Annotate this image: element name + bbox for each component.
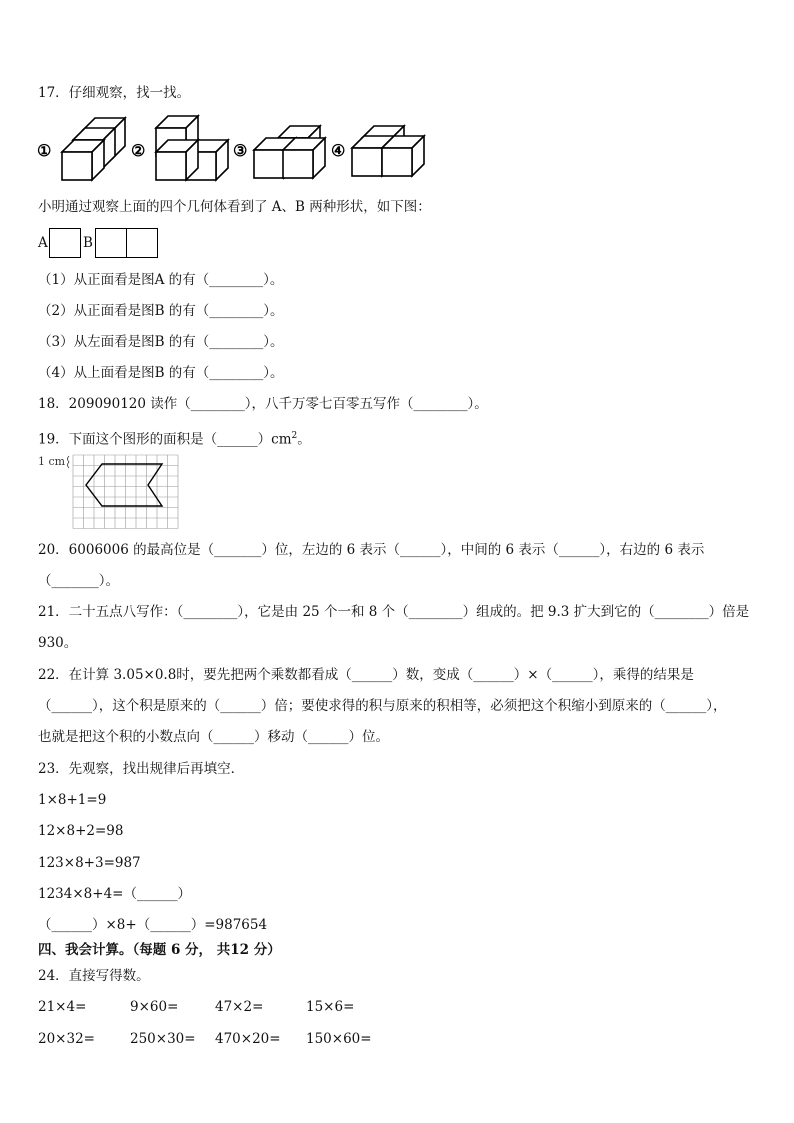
q17-item-1: （1）从正面看是图A 的有（________）。 bbox=[38, 272, 284, 288]
q24-r2-c3: 470×20= bbox=[215, 1031, 281, 1047]
q24-r1-c1: 21×4= bbox=[38, 999, 87, 1015]
arrow-shape bbox=[86, 464, 162, 506]
q20-line1: 20．6006006 的最高位是（_______）位，左边的 6 表示（______），中间的 6 表示（______），右边的 6 表示 bbox=[38, 542, 705, 558]
q23-row-3: 123×8+3=987 bbox=[38, 855, 141, 871]
q18-text: 18．209090120 读作（________），八千万零七百零五写作（________）。 bbox=[38, 396, 488, 412]
shape-b-square-left bbox=[95, 228, 127, 258]
shape-b-square-right bbox=[126, 228, 158, 258]
q24-title: 24．直接写得数。 bbox=[38, 968, 150, 984]
figure-2-cubes bbox=[156, 116, 228, 180]
q24-r1-c2: 9×60= bbox=[130, 999, 179, 1015]
q24-r2-c2: 250×30= bbox=[130, 1031, 196, 1047]
q23-title: 23．先观察，找出规律后再填空． bbox=[38, 761, 245, 777]
q24-r1-c3: 47×2= bbox=[215, 999, 264, 1015]
grid-scale-label: 1 cm bbox=[38, 455, 66, 468]
q22-line3: 也就是把这个积的小数点向（______）移动（______）位。 bbox=[38, 729, 389, 745]
q23-row-1: 1×8+1=9 bbox=[38, 792, 107, 808]
q22-line2: （______），这个积是原来的（______）倍；要使求得的积与原来的积相等，必须把这个积缩小到原来的（______）， bbox=[38, 698, 727, 714]
q21-line2: 930。 bbox=[38, 635, 78, 651]
figure-label-4: ④ bbox=[331, 141, 346, 160]
q19-grid-figure bbox=[36, 452, 186, 536]
figure-1-cubes bbox=[62, 118, 125, 180]
q23-row-5: （______）×8+（______）=987654 bbox=[38, 917, 268, 933]
figure-label-2: ② bbox=[131, 141, 146, 160]
q17-intro: 小明通过观察上面的四个几何体看到了 A、B 两种形状，如下图： bbox=[38, 199, 431, 215]
figure-3-cubes bbox=[254, 126, 325, 178]
shape-a-label: A bbox=[38, 235, 48, 251]
shape-a-square bbox=[49, 228, 81, 258]
q23-row-4: 1234×8+4=（______） bbox=[38, 886, 191, 902]
figure-label-3: ③ bbox=[233, 141, 248, 160]
q19-text: 19．下面这个图形的面积是$(\_\_\_\_\_\_)cm^2$。 bbox=[38, 431, 311, 448]
figure-label-1: ① bbox=[37, 141, 52, 160]
q17-title: 17．仔细观察，找一找。 bbox=[38, 85, 191, 101]
q17-item-2: （2）从正面看是图B 的有（________）。 bbox=[38, 303, 284, 319]
q17-item-3: （3）从左面看是图B 的有（________）。 bbox=[38, 334, 284, 350]
q22-line1: 22．在计算 3.05×0.8时，要先把两个乘数都看成（______）数，变成（______）×（______），乘得的结果是 bbox=[38, 667, 694, 683]
grid-lines bbox=[73, 455, 178, 529]
q17-cube-figures bbox=[0, 112, 794, 192]
q20-line2: （_______）。 bbox=[38, 573, 119, 589]
figure-4-cubes bbox=[352, 126, 424, 176]
q24-r1-c4: 15×6= bbox=[306, 999, 355, 1015]
q17-item-4: （4）从上面看是图B 的有（________）。 bbox=[38, 365, 284, 381]
section-4-heading: 四、我会计算。（每题 6 分， 共12 分） bbox=[38, 942, 281, 958]
shape-b-label: B bbox=[83, 235, 93, 251]
q21-line1: 21．二十五点八写作：（________），它是由 25 个一和 8 个（________）组成的。把 9.3 扩大到它的（________）倍是 bbox=[38, 604, 750, 620]
q24-r2-c4: 150×60= bbox=[306, 1031, 372, 1047]
q24-r2-c1: 20×32= bbox=[38, 1031, 95, 1047]
q23-row-2: 12×8+2=98 bbox=[38, 823, 124, 839]
